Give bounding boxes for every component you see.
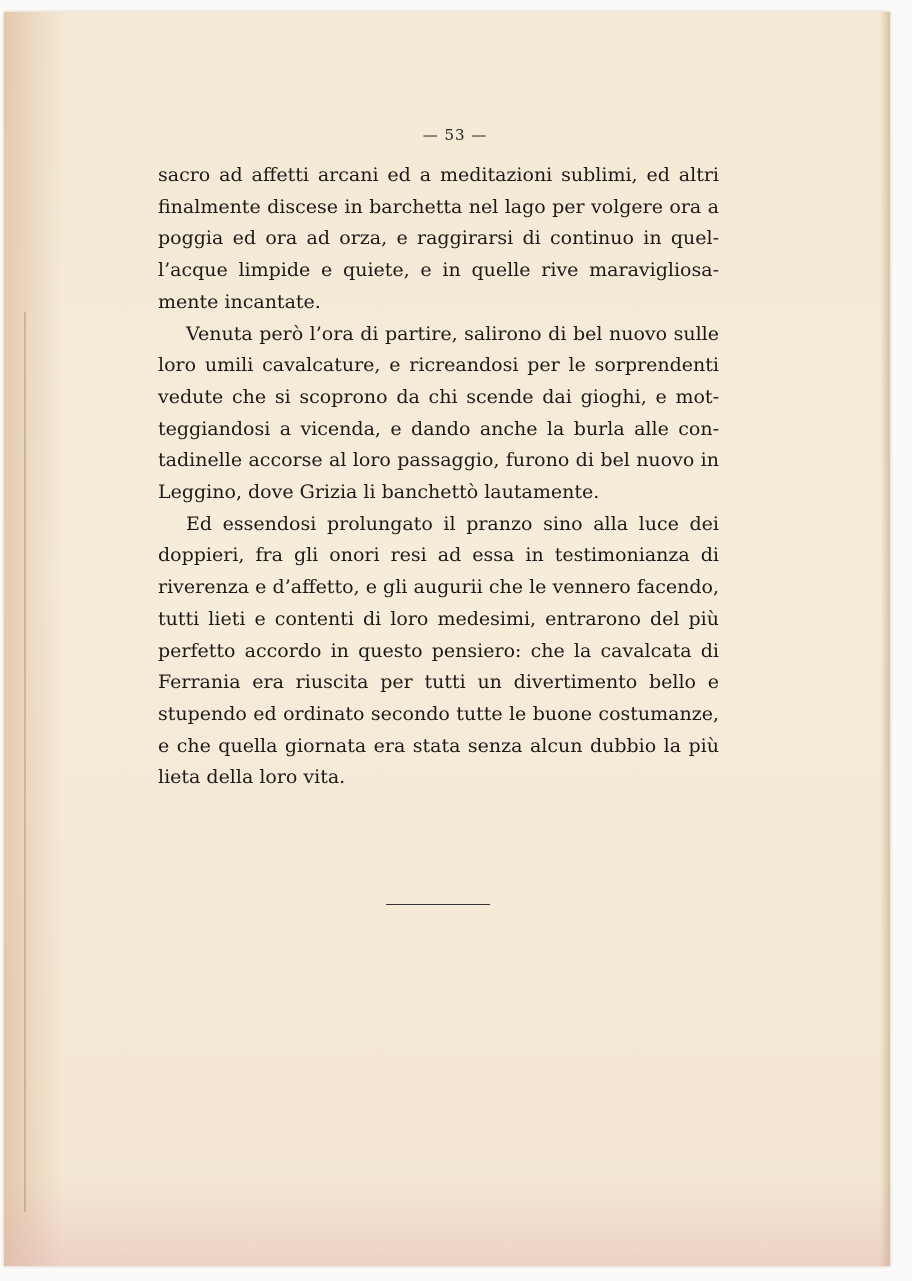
end-rule	[386, 904, 490, 905]
body-text	[158, 160, 719, 794]
left-edge-stain	[4, 12, 64, 1266]
binding-fold	[24, 312, 26, 1212]
paragraph-3: Ed essendosi prolungato il pranzo sino alla luce dei doppieri, fra gli onori resi ad essa in testimonianza di riverenza e d’affetto, e gli augurii che le vennero facendo, tutti lieti e contenti di loro medesimi, entrarono del più perfetto accordo in questo pensiero: che la cavalcata di Ferrania era riuscita per tutti un divertimento bello e stupendo ed ordinato secondo tutte le buone costumanze, e che quella giornata era stata senza alcun dubbio la più lieta della loro vita.	[158, 512, 719, 789]
page-number: — 53 —	[422, 126, 488, 144]
bottom-edge-stain	[4, 1176, 890, 1266]
paragraph-2: Venuta però l’ora di partire, salirono di bel nuovo sulle loro umili cavalcature, e ricreandosi per le sorprendenti vedute che si scoprono da chi scende dai gioghi, e mot-teggiandosi a vicenda, e dando anche la burla alle con-tadinelle accorse al loro passaggio, furono di bel nuovo in Leggino, dove Grizia li banchettò lautamente.	[158, 322, 719, 504]
paragraph-1: sacro ad affetti arcani ed a meditazioni sublimi, ed altri finalmente discese in barchetta nel lago per volgere ora a poggia ed ora ad orza, e raggirarsi di continuo in quel-l’acque limpide e quiete, e in quelle rive maravigliosa-mente incantate.	[158, 164, 719, 313]
right-edge-shadow	[880, 12, 890, 1266]
